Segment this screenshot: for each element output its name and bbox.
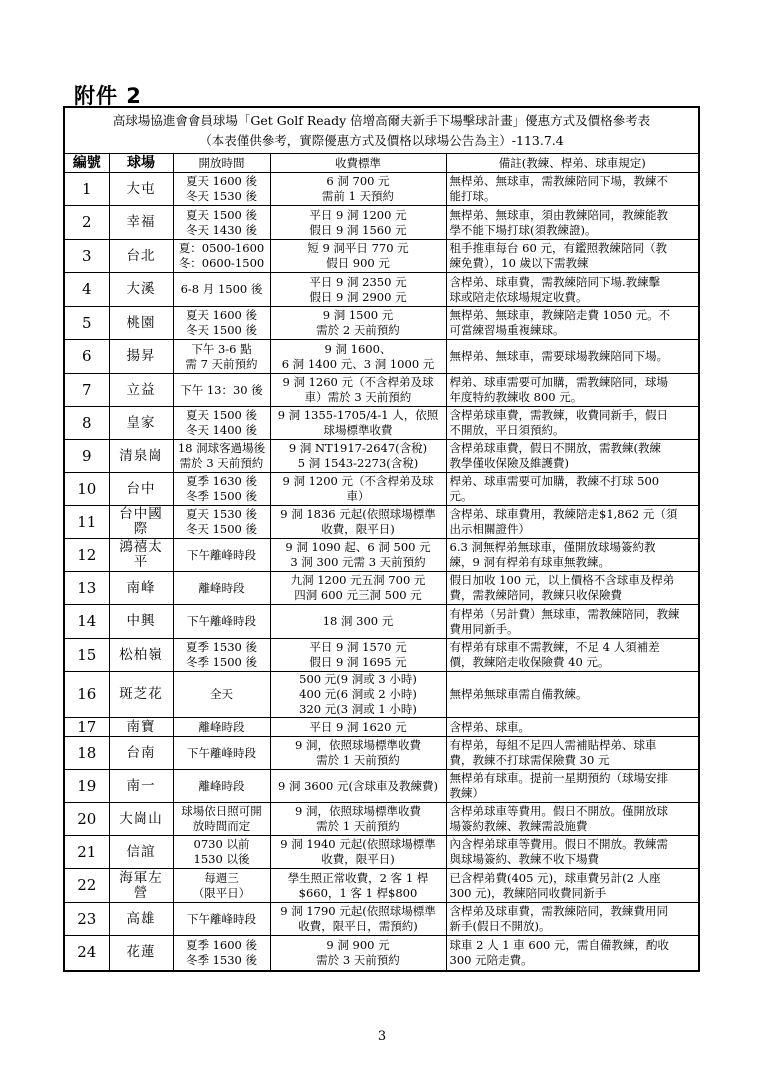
- fee-standard: [270, 605, 446, 639]
- cell-line: 含桿弟球車費，假日不開放，需教練(教練: [449, 441, 661, 455]
- remarks: [446, 672, 698, 718]
- cell-line: 9 洞 1836 元起(依照球場標準: [280, 507, 436, 521]
- table-title-line2: （本表僅供參考，實際優惠方式及價格以球場公告為主）-113.7.4: [199, 133, 564, 148]
- header-hours: 開放時間: [173, 154, 270, 173]
- cell-line: 學生照正常收費，2 客 1 桿: [287, 870, 429, 885]
- remarks: [446, 173, 698, 206]
- cell-line: 放時間而定: [192, 819, 251, 833]
- remarks: [446, 836, 698, 869]
- cell-line: 含桿弟、球車費，需教練陪同下場.教練擊: [449, 274, 661, 289]
- course-name: 揚昇: [109, 340, 173, 374]
- row-number: 8: [65, 407, 109, 440]
- course-name: 皇家: [109, 407, 173, 440]
- cell-line: 平日 9 洞 2350 元: [309, 274, 407, 289]
- fee-standard: [270, 506, 446, 539]
- cell-line: 夏天 1500 後: [185, 207, 258, 222]
- row-number: 23: [65, 903, 109, 936]
- open-hours: [173, 506, 270, 539]
- cell-line: 需於 3 天前預約: [179, 456, 264, 470]
- course-name: 台中國際: [109, 506, 173, 539]
- cell-line: 離峰時段: [198, 580, 245, 595]
- open-hours: [173, 572, 270, 605]
- cell-line: 與球場簽約、教練不收下場費: [449, 852, 599, 866]
- cell-line: 需於 1 天前預約: [316, 819, 400, 833]
- row-number: 2: [65, 206, 109, 240]
- course-name: 清泉崗: [109, 440, 173, 473]
- cell-line: 300 元)，教練陪同收費同新手: [449, 885, 607, 900]
- cell-line: 九洞 1200 元五洞 700 元: [290, 573, 426, 587]
- table-row: [65, 407, 698, 440]
- fee-standard: [270, 572, 446, 605]
- cell-line: 需於 1 天前預約: [316, 753, 400, 767]
- cell-line: 6-8 月 1500 後: [180, 282, 263, 296]
- cell-line: 車）: [346, 489, 370, 503]
- cell-line: 教練）: [449, 786, 484, 800]
- cell-line: 6.3 洞無桿弟無球車，僅開放球場簽約教: [449, 540, 656, 554]
- fee-standard: [270, 869, 446, 903]
- course-name: 信誼: [109, 836, 173, 869]
- course-name: 桃園: [109, 307, 173, 340]
- open-hours: [173, 836, 270, 869]
- cell-line: 9 洞 1200 元（不含桿弟及球: [282, 474, 434, 488]
- cell-line: 9 洞 1600、: [324, 341, 392, 356]
- cell-line: 含桿弟球車費，需教練，收費同新手，假日: [449, 408, 668, 422]
- remarks: [446, 374, 698, 407]
- fee-standard: [270, 173, 446, 206]
- cell-line: 冬天 1430 後: [185, 222, 258, 237]
- cell-line: 收費，限平日，需預約): [298, 919, 418, 933]
- fee-standard: [270, 374, 446, 407]
- cell-line: 18 洞 300 元: [322, 614, 394, 628]
- cell-line: 需 7 天前預約: [185, 356, 258, 371]
- cell-line: 收費，限平日): [321, 852, 395, 866]
- cell-line: 下午 13：30 後: [180, 382, 263, 397]
- cell-line: 學不能下場打球(須教練證)。: [449, 222, 597, 237]
- cell-line: 含桿弟、球車費用，教練陪走$1,862 元（須: [449, 507, 678, 521]
- course-name: 幸福: [109, 206, 173, 240]
- cell-line: 冬季 1530 後: [185, 952, 258, 967]
- remarks: [446, 718, 698, 737]
- course-name: 立益: [109, 374, 173, 407]
- row-number: 17: [65, 718, 109, 737]
- cell-line: 9 洞，依照球場標準收費: [295, 738, 421, 752]
- cell-line: （限平日）: [192, 885, 251, 900]
- page-number: 3: [377, 1029, 387, 1044]
- cell-line: 教學僅收保險及維護費): [449, 456, 569, 470]
- open-hours: [173, 539, 270, 572]
- cell-line: 無桿弟、無球車，需要球場教練陪同下場。: [449, 349, 668, 363]
- open-hours: [173, 307, 270, 340]
- cell-line: 離峰時段: [198, 719, 245, 734]
- cell-line: 價，教練陪走收保險費 40 元。: [449, 655, 610, 669]
- cell-line: 元。: [449, 489, 473, 503]
- table-row: [65, 936, 698, 970]
- cell-line: 冬天 1400 後: [185, 423, 258, 437]
- table-row: [65, 572, 698, 605]
- cell-line: 9 洞 1500 元: [322, 308, 394, 322]
- row-number: 15: [65, 639, 109, 672]
- cell-line: 9 洞 1090 起、6 洞 500 元: [285, 540, 431, 554]
- cell-line: 9 洞 1940 元起(依照球場標準: [280, 837, 436, 851]
- cell-line: 無桿弟、無球車，需教練陪同下場，教練不: [449, 174, 668, 188]
- open-hours: [173, 869, 270, 903]
- cell-line: 9 洞 1355-1705/4-1 人，依照: [277, 408, 439, 422]
- cell-line: 有桿弟（另計費）無球車，需教練陪同，教練: [449, 606, 680, 621]
- cell-line: 夏天 1530 後: [185, 507, 258, 521]
- cell-line: 費用同新手。: [449, 621, 519, 636]
- cell-line: 有桿弟，每組不足四人需補貼桿弟、球車: [449, 738, 657, 752]
- table-row: [65, 506, 698, 539]
- table-row: [65, 374, 698, 407]
- fee-standard: [270, 340, 446, 374]
- cell-line: 球車 2 人 1 車 600 元，需自備教練，酌收: [449, 937, 670, 952]
- cell-line: 5 洞 1543-2273(含稅): [297, 456, 419, 470]
- table-row: [65, 672, 698, 718]
- row-number: 14: [65, 605, 109, 639]
- table-row: [65, 539, 698, 572]
- cell-line: 冬季 1500 後: [185, 489, 258, 503]
- open-hours: [173, 173, 270, 206]
- cell-line: 假日 9 洞 1695 元: [309, 655, 407, 669]
- table-row: [65, 639, 698, 672]
- open-hours: [173, 936, 270, 970]
- open-hours: [173, 273, 270, 307]
- open-hours: [173, 718, 270, 737]
- remarks: [446, 240, 698, 273]
- table-row: [65, 173, 698, 206]
- cell-line: 不開放，平日須預約。: [449, 423, 565, 437]
- fee-standard: [270, 473, 446, 506]
- remarks: [446, 206, 698, 240]
- course-name: 南寶: [109, 718, 173, 737]
- cell-line: 下午離峰時段: [187, 614, 256, 628]
- row-number: 7: [65, 374, 109, 407]
- cell-line: 需前 1 天預約: [321, 189, 395, 203]
- cell-line: 練免費），10 歲以下需教練: [449, 256, 589, 270]
- table-row: [65, 836, 698, 869]
- fee-standard: [270, 903, 446, 936]
- cell-line: 夏：0500-1600: [178, 241, 265, 255]
- remarks: [446, 803, 698, 836]
- fee-standard: [270, 273, 446, 307]
- cell-line: 球場標準收費: [323, 423, 393, 437]
- row-number: 19: [65, 770, 109, 803]
- cell-line: 有桿弟有球車不需教練，不足 4 人須補差: [449, 640, 660, 654]
- cell-line: 夏季 1530 後: [185, 640, 258, 654]
- cell-line: 含桿弟及球車費，需教練陪同，教練費用同: [449, 904, 668, 918]
- remarks: [446, 340, 698, 374]
- cell-line: 離峰時段: [198, 778, 245, 793]
- cell-line: 全天: [210, 687, 233, 701]
- open-hours: [173, 340, 270, 374]
- cell-line: 夏季 1600 後: [185, 937, 258, 952]
- cell-line: 年度特約教練收 800 元。: [449, 390, 583, 404]
- cell-line: 18 洞球客過場後: [177, 441, 266, 455]
- open-hours: [173, 605, 270, 639]
- cell-line: 冬天 1500 後: [185, 522, 258, 536]
- fee-standard: [270, 206, 446, 240]
- cell-line: 新手(假日不開放)。: [449, 919, 551, 933]
- cell-line: 無桿弟無球車需自備教練。: [449, 687, 588, 701]
- cell-line: 9 洞 1260 元（不含桿弟及球: [282, 375, 434, 389]
- cell-line: 夏天 1500 後: [185, 408, 258, 422]
- cell-line: 需於 3 天前預約: [316, 952, 400, 967]
- cell-line: $660，1 客 1 桿$800: [298, 885, 418, 900]
- fee-standard: [270, 803, 446, 836]
- cell-line: 車）需於 3 天前預約: [304, 390, 412, 404]
- open-hours: [173, 639, 270, 672]
- cell-line: 平日 9 洞 1200 元: [309, 207, 407, 222]
- table-row: [65, 273, 698, 307]
- cell-line: 能打球。: [449, 189, 496, 203]
- cell-line: 冬天 1530 後: [185, 189, 258, 203]
- remarks: [446, 936, 698, 970]
- cell-line: 無桿弟、無球車，教練陪走費 1050 元。不: [449, 308, 671, 322]
- cell-line: 平日 9 洞 1570 元: [309, 640, 407, 654]
- cell-line: 四洞 600 元三洞 500 元: [294, 588, 422, 602]
- cell-line: 冬：0600-1500: [178, 256, 265, 270]
- open-hours: [173, 440, 270, 473]
- row-number: 18: [65, 737, 109, 770]
- open-hours: [173, 903, 270, 936]
- remarks: [446, 770, 698, 803]
- cell-line: 9 洞 1790 元起(依照球場標準: [280, 904, 436, 918]
- cell-line: 假日 9 洞 1560 元: [309, 222, 407, 237]
- cell-line: 內含桿弟球車等費用。假日不開放。教練需: [449, 837, 668, 851]
- cell-line: 下午離峰時段: [187, 911, 256, 926]
- course-name: 斑芝花: [109, 672, 173, 718]
- cell-line: 場簽約教練、教練需設施費: [449, 819, 588, 833]
- course-name: 台北: [109, 240, 173, 273]
- cell-line: 練，9 洞有桿弟有球車無教練。: [449, 555, 610, 569]
- course-name: 花蓮: [109, 936, 173, 970]
- row-number: 5: [65, 307, 109, 340]
- cell-line: 9 洞 3600 元(含球車及教練費): [277, 778, 439, 793]
- fee-standard: [270, 539, 446, 572]
- table-row: [65, 770, 698, 803]
- remarks: [446, 737, 698, 770]
- cell-line: 每週三: [204, 870, 239, 885]
- table-row: [65, 240, 698, 273]
- remarks: [446, 539, 698, 572]
- course-name: 海軍左營: [109, 869, 173, 903]
- header-fee: 收費標準: [270, 154, 446, 173]
- cell-line: 無桿弟有球車。提前一星期預約（球場安排: [449, 771, 668, 785]
- fee-standard: [270, 770, 446, 803]
- cell-line: 下午離峰時段: [187, 745, 256, 760]
- table-row: [65, 307, 698, 340]
- cell-line: 假日加收 100 元，以上價格不含球車及桿弟: [449, 573, 675, 587]
- table-row: [65, 340, 698, 374]
- course-name: 大崗山: [109, 803, 173, 836]
- remarks: [446, 572, 698, 605]
- cell-line: 夏天 1600 後: [185, 174, 258, 188]
- cell-line: 平日 9 洞 1620 元: [309, 719, 407, 734]
- cell-line: 300 元陪走費。: [449, 952, 533, 967]
- remarks: [446, 307, 698, 340]
- cell-line: 9 洞，依照球場標準收費: [295, 804, 421, 818]
- open-hours: [173, 407, 270, 440]
- cell-line: 1530 以後: [193, 852, 250, 866]
- row-number: 6: [65, 340, 109, 374]
- cell-line: 含桿弟、球車。: [449, 719, 530, 734]
- cell-line: 冬天 1500 後: [185, 323, 258, 337]
- remarks: [446, 473, 698, 506]
- row-number: 24: [65, 936, 109, 970]
- course-name: 台中: [109, 473, 173, 506]
- fee-standard: [270, 672, 446, 718]
- fee-standard: [270, 307, 446, 340]
- cell-line: 夏季 1630 後: [185, 474, 258, 488]
- row-number: 10: [65, 473, 109, 506]
- course-name: 松柏嶺: [109, 639, 173, 672]
- open-hours: [173, 473, 270, 506]
- cell-line: 夏天 1600 後: [185, 308, 258, 322]
- header-note: 備註(教練、桿弟、球車規定): [446, 154, 698, 173]
- header-no: 編號: [65, 154, 109, 173]
- fee-standard: [270, 936, 446, 970]
- row-number: 12: [65, 539, 109, 572]
- table-row: [65, 869, 698, 903]
- open-hours: [173, 803, 270, 836]
- course-name: 大屯: [109, 173, 173, 206]
- course-name: 中興: [109, 605, 173, 639]
- row-number: 4: [65, 273, 109, 307]
- open-hours: [173, 737, 270, 770]
- cell-line: 下午 3-6 點: [191, 341, 252, 356]
- open-hours: [173, 374, 270, 407]
- course-name: 大溪: [109, 273, 173, 307]
- remarks: [446, 605, 698, 639]
- course-name: 高雄: [109, 903, 173, 936]
- cell-line: 9 洞 900 元: [326, 937, 390, 952]
- row-number: 9: [65, 440, 109, 473]
- table-row: [65, 903, 698, 936]
- cell-line: 400 元(6 洞或 2 小時): [299, 687, 417, 701]
- header-row: [65, 154, 698, 173]
- cell-line: 球場依日照可開: [181, 804, 262, 818]
- table-row: [65, 473, 698, 506]
- cell-line: 短 9 洞平日 770 元: [307, 241, 409, 255]
- cell-line: 出示相關證件）: [449, 522, 530, 536]
- table-title-line1: 高球場協進會會員球場「Get Golf Ready 倍增高爾夫新手下場擊球計畫」優惠方式及價格參考表: [112, 113, 651, 128]
- remarks: [446, 903, 698, 936]
- cell-line: 費，教練不打球需保險費 30 元: [449, 753, 610, 767]
- cell-line: 假日 900 元: [326, 256, 390, 270]
- fee-standard: [270, 440, 446, 473]
- table-title: [65, 108, 698, 154]
- row-number: 11: [65, 506, 109, 539]
- fee-standard: [270, 737, 446, 770]
- cell-line: 可當練習場重複練球。: [449, 323, 565, 337]
- course-name: 鴻禧太平: [109, 539, 173, 572]
- cell-line: 9 洞 NT1917-2647(含稅): [288, 441, 428, 455]
- open-hours: [173, 770, 270, 803]
- row-number: 21: [65, 836, 109, 869]
- row-number: 3: [65, 240, 109, 273]
- row-number: 16: [65, 672, 109, 718]
- cell-line: 3 洞 300 元需 3 天前預約: [290, 555, 426, 569]
- cell-line: 租手推車每台 60 元，有鑑照教練陪同（教: [449, 241, 667, 255]
- cell-line: 6 洞 1400 元、3 洞 1000 元: [281, 356, 435, 371]
- open-hours: [173, 672, 270, 718]
- cell-line: 320 元(3 洞或 1 小時): [299, 702, 417, 716]
- remarks: [446, 639, 698, 672]
- cell-line: 桿弟、球車需要可加購，教練不打球 500: [449, 474, 660, 488]
- table-row: [65, 737, 698, 770]
- cell-line: 費，需教練陪同，教練只收保險費: [449, 588, 622, 602]
- table-row: [65, 206, 698, 240]
- fee-standard: [270, 639, 446, 672]
- fee-standard: [270, 240, 446, 273]
- row-number: 20: [65, 803, 109, 836]
- annex-label: 附件 2: [74, 84, 142, 108]
- cell-line: 桿弟、球車需要可加購，需教練陪同，球場: [449, 375, 668, 389]
- header-course: 球場: [109, 154, 173, 173]
- cell-line: 已含桿弟費(405 元)，球車費另計(2 人座: [449, 870, 661, 885]
- cell-line: 含桿弟球車等費用。假日不開放。僅開放球: [449, 804, 668, 818]
- table-row: [65, 605, 698, 639]
- fee-standard: [270, 407, 446, 440]
- cell-line: 需於 2 天前預約: [316, 323, 400, 337]
- cell-line: 下午離峰時段: [187, 547, 256, 562]
- price-table: [63, 106, 700, 972]
- row-number: 22: [65, 869, 109, 903]
- remarks: [446, 869, 698, 903]
- table-row: [65, 718, 698, 737]
- course-table: [65, 154, 698, 970]
- fee-standard: [270, 718, 446, 737]
- fee-standard: [270, 836, 446, 869]
- course-name: 南一: [109, 770, 173, 803]
- cell-line: 球或陪走依球場規定收費。: [449, 289, 588, 304]
- row-number: 13: [65, 572, 109, 605]
- cell-line: 0730 以前: [193, 837, 250, 851]
- cell-line: 收費，限平日): [321, 522, 395, 536]
- table-row: [65, 440, 698, 473]
- cell-line: 冬季 1500 後: [185, 655, 258, 669]
- cell-line: 6 洞 700 元: [326, 174, 390, 188]
- remarks: [446, 407, 698, 440]
- cell-line: 無桿弟、無球車，須由教練陪同，教練能教: [449, 207, 668, 222]
- open-hours: [173, 206, 270, 240]
- cell-line: 500 元(9 洞或 3 小時): [299, 672, 417, 686]
- cell-line: 假日 9 洞 2900 元: [309, 289, 407, 304]
- row-number: 1: [65, 173, 109, 206]
- remarks: [446, 506, 698, 539]
- table-row: [65, 803, 698, 836]
- course-name: 台南: [109, 737, 173, 770]
- remarks: [446, 440, 698, 473]
- course-name: 南峰: [109, 572, 173, 605]
- open-hours: [173, 240, 270, 273]
- remarks: [446, 273, 698, 307]
